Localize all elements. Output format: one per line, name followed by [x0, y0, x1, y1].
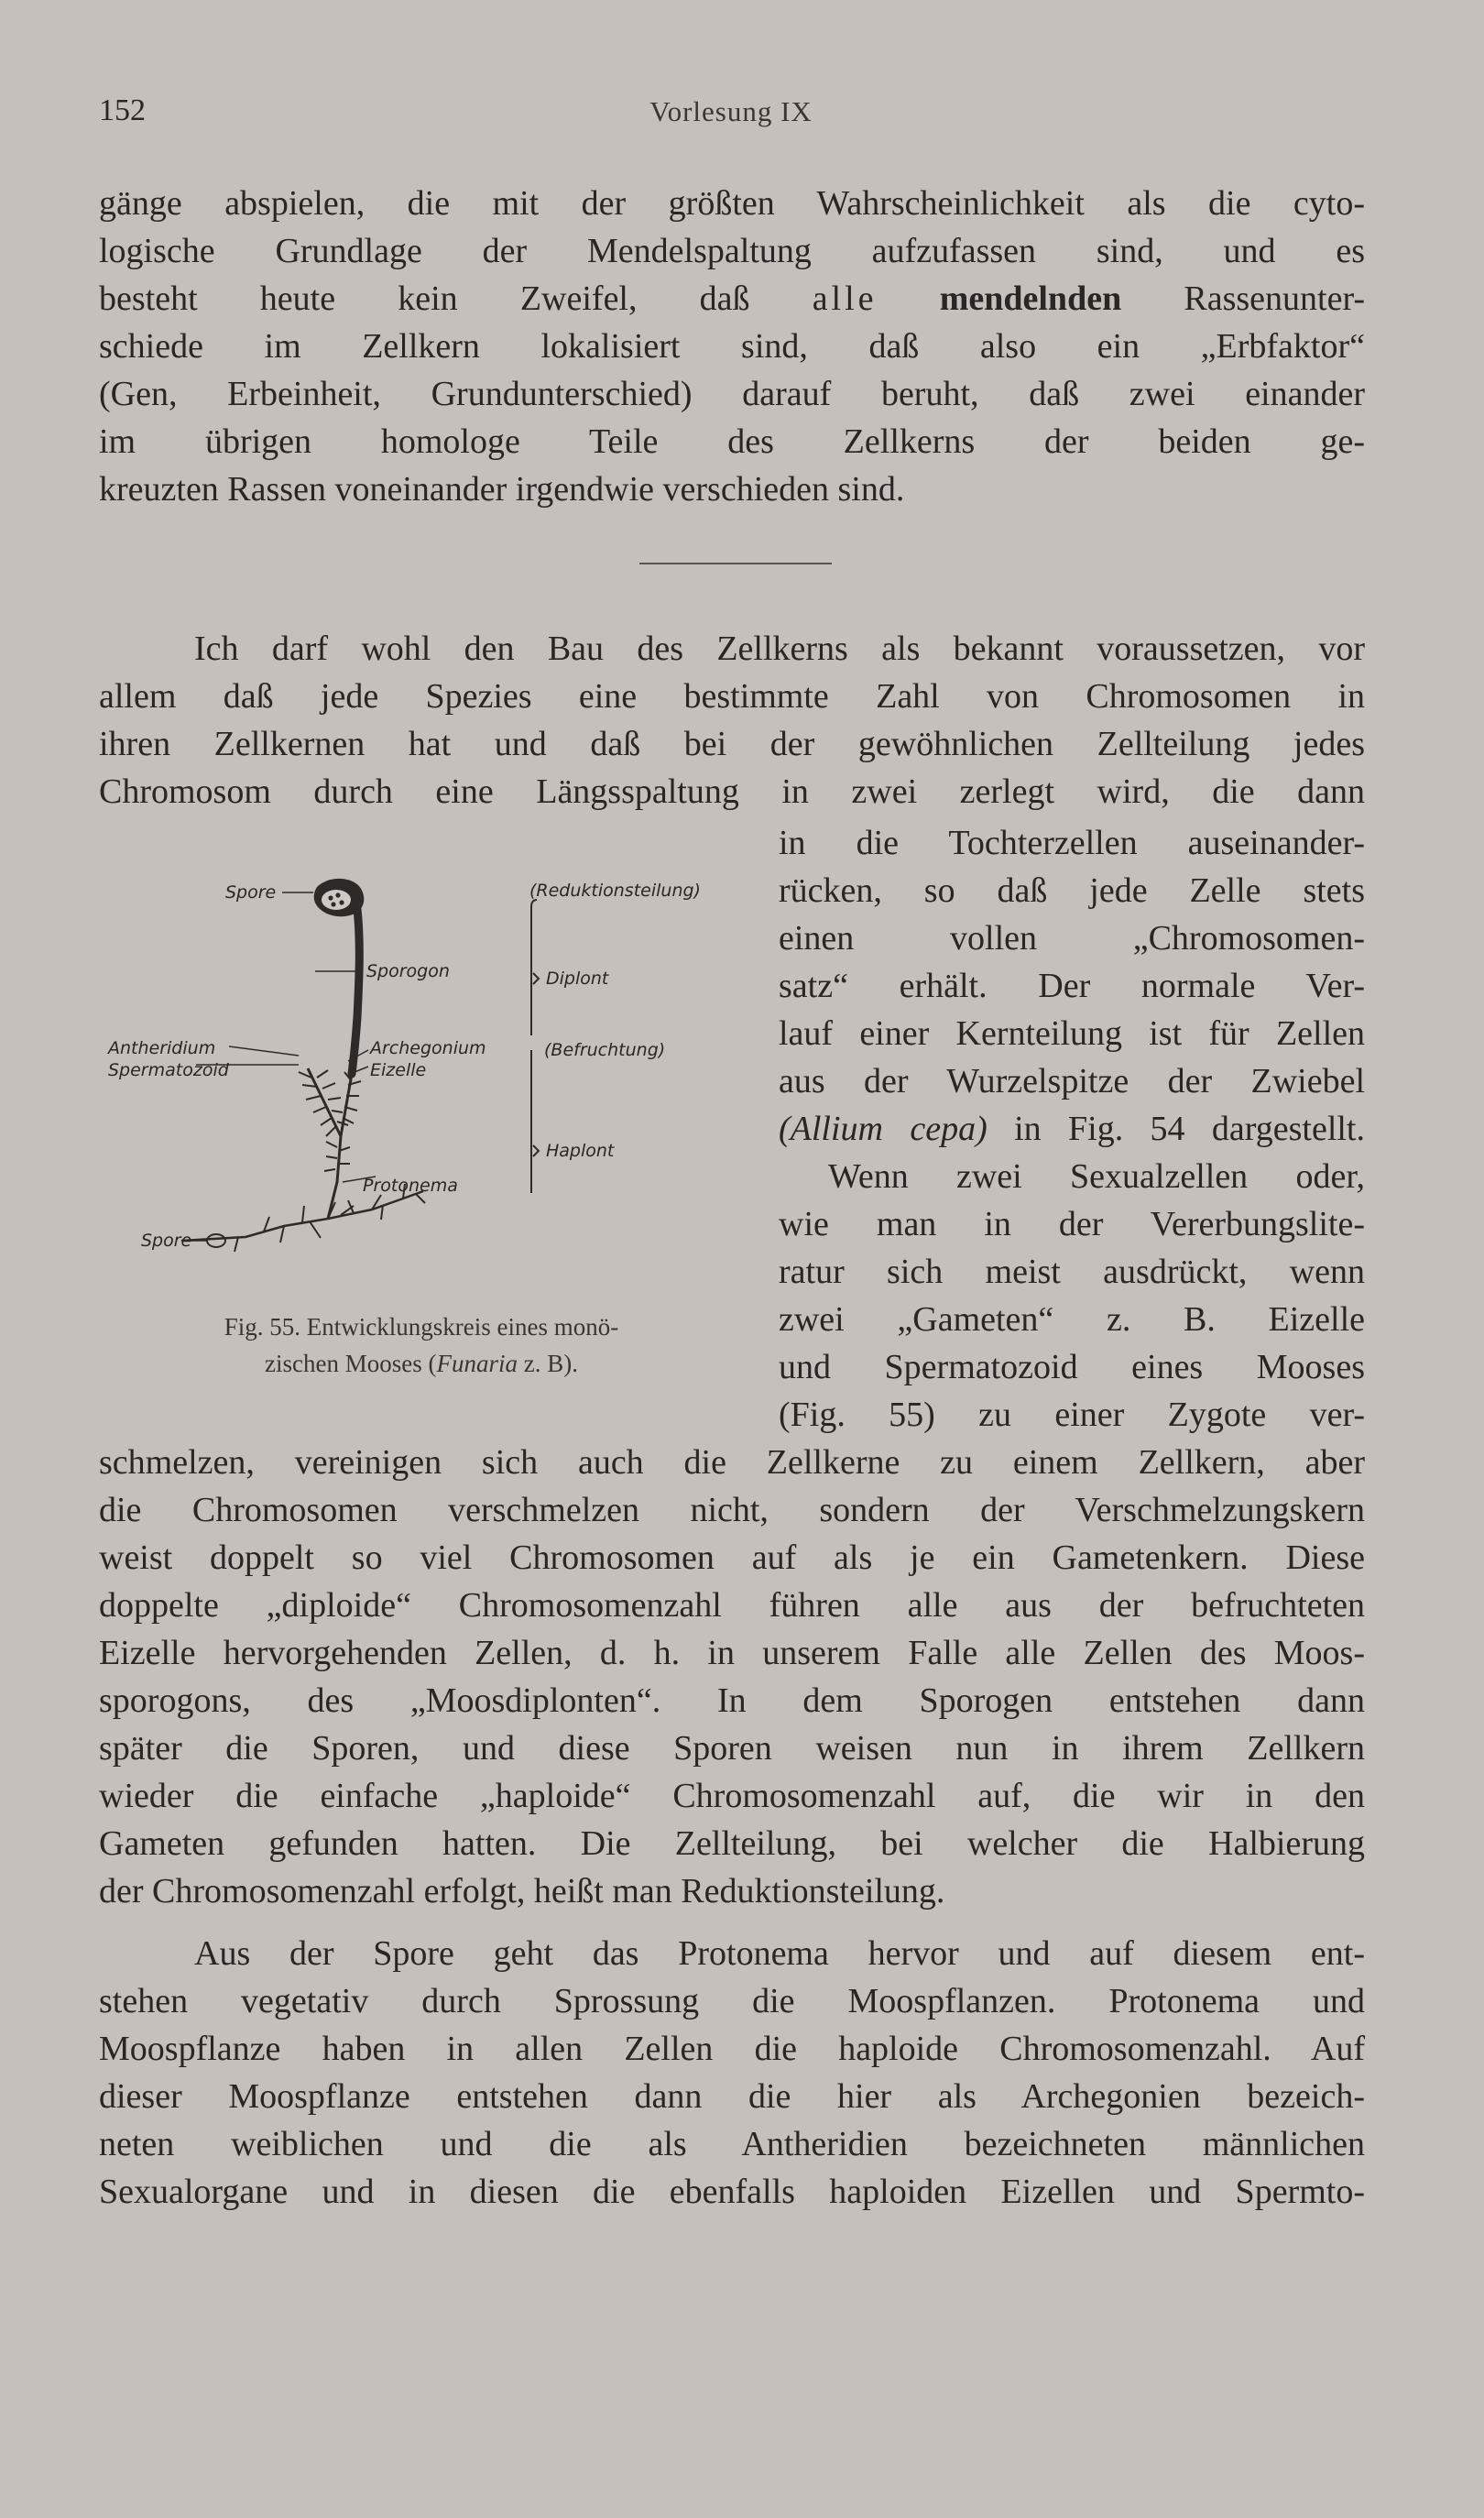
- figure-label-reduktionsteilung: (Reduktionsteilung): [529, 881, 701, 901]
- text-line: neten weiblichen und die als Antheridien bezeichneten männlichen: [99, 2125, 1365, 2163]
- figure-label-protonema: Protonema: [363, 1176, 458, 1196]
- text-line: sporogons, des „Moosdiplonten“. In dem Sporogen entstehen dann: [99, 1681, 1365, 1720]
- text-line: schiede im Zellkern lokalisiert sind, daß also ein „Erbfaktor“: [99, 327, 1365, 366]
- figure-label-spore-top: Spore: [225, 882, 277, 903]
- text-line: wieder die einfache „haploide“ Chromosomenzahl auf, die wir in den: [99, 1777, 1365, 1815]
- figure-label-eizelle: Eizelle: [370, 1060, 427, 1080]
- text-line: und Spermatozoid eines Mooses: [779, 1348, 1365, 1386]
- text-line: in die Tochterzellen auseinander-: [779, 824, 1365, 862]
- text-line: (Allium cepa) in Fig. 54 dargestellt.: [779, 1110, 1365, 1148]
- text-line: Aus der Spore geht das Protonema hervor und auf diesem ent-: [194, 1934, 1365, 1973]
- moss-life-cycle-diagram: [101, 861, 742, 1301]
- page-number: 152: [99, 93, 146, 127]
- figure-caption-line: Fig. 55. Entwicklungskreis eines monö-: [224, 1313, 619, 1341]
- figure-label-archegonium: Archegonium: [370, 1038, 486, 1058]
- text-line: allem daß jede Spezies eine bestimmte Zahl von Chromosomen in: [99, 677, 1365, 716]
- text-line: rücken, so daß jede Zelle stets: [779, 871, 1365, 910]
- text-line: (Fig. 55) zu einer Zygote ver-: [779, 1396, 1365, 1434]
- text-line: ratur sich meist ausdrückt, wenn: [779, 1253, 1365, 1291]
- figure-label-sporogon: Sporogon: [366, 961, 450, 981]
- figure-label-haplont: Haplont: [546, 1141, 615, 1161]
- text-line: wie man in der Vererbungslite-: [779, 1205, 1365, 1243]
- page-header: [99, 93, 1363, 139]
- text-line: einen vollen „Chromosomen-: [779, 919, 1365, 958]
- text-line: zwei „Gameten“ z. B. Eizelle: [779, 1300, 1365, 1339]
- text-line: Eizelle hervorgehenden Zellen, d. h. in unserem Falle alle Zellen des Moos-: [99, 1634, 1365, 1672]
- text-line: satz“ erhält. Der normale Ver-: [779, 967, 1365, 1005]
- figure-moss-life-cycle: [101, 861, 742, 1301]
- text-line: gänge abspielen, die mit der größten Wahrscheinlichkeit als die cyto-: [99, 184, 1365, 223]
- text-line: aus der Wurzelspitze der Zwiebel: [779, 1062, 1365, 1100]
- text-line: Chromosom durch eine Längsspaltung in zwei zerlegt wird, die dann: [99, 772, 1365, 811]
- figure-label-spore-bottom: Spore: [141, 1231, 192, 1251]
- text-line: ihren Zellkernen hat und daß bei der gewöhnlichen Zellteilung jedes: [99, 725, 1365, 763]
- text-line: Ich darf wohl den Bau des Zellkerns als bekannt voraussetzen, vor: [194, 630, 1365, 668]
- text-line: stehen vegetativ durch Sprossung die Moospflanzen. Protonema und: [99, 1982, 1365, 2020]
- text-line: besteht heute kein Zweifel, daß alle mendelnden Rassenunter-: [99, 279, 1365, 318]
- text-line: Moospflanze haben in allen Zellen die haploide Chromosomenzahl. Auf: [99, 2030, 1365, 2068]
- text-line: schmelzen, vereinigen sich auch die Zellkerne zu einem Zellkern, aber: [99, 1443, 1365, 1482]
- section-divider: [639, 563, 832, 564]
- figure-caption: [101, 1308, 742, 1382]
- figure-caption-line: zischen Mooses (Funaria z. B).: [265, 1350, 578, 1377]
- text-line: der Chromosomenzahl erfolgt, heißt man Reduktionsteilung.: [99, 1872, 945, 1910]
- text-line: später die Sporen, und diese Sporen weisen nun in ihrem Zellkern: [99, 1729, 1365, 1768]
- text-line: weist doppelt so viel Chromosomen auf als je ein Gametenkern. Diese: [99, 1538, 1365, 1577]
- text-line: die Chromosomen verschmelzen nicht, sondern der Verschmelzungskern: [99, 1491, 1365, 1529]
- text-line: im übrigen homologe Teile des Zellkerns der beiden ge-: [99, 422, 1365, 461]
- running-title: Vorlesung IX: [649, 95, 813, 127]
- text-line: kreuzten Rassen voneinander irgendwie verschieden sind.: [99, 470, 905, 509]
- figure-label-spermatozoid: Spermatozoid: [108, 1060, 229, 1080]
- figure-label-befruchtung: (Befruchtung): [544, 1040, 666, 1060]
- text-line: Gameten gefunden hatten. Die Zellteilung, bei welcher die Halbierung: [99, 1824, 1365, 1863]
- figure-label-diplont: Diplont: [546, 969, 609, 989]
- text-line: (Gen, Erbeinheit, Grundunterschied) darauf beruht, daß zwei einander: [99, 375, 1365, 413]
- text-line: Wenn zwei Sexualzellen oder,: [828, 1157, 1365, 1196]
- text-line: Sexualorgane und in diesen die ebenfalls haploiden Eizellen und Spermto-: [99, 2173, 1365, 2211]
- figure-label-antheridium: Antheridium: [108, 1038, 216, 1058]
- text-line: lauf einer Kernteilung ist für Zellen: [779, 1014, 1365, 1053]
- text-line: dieser Moospflanze entstehen dann die hier als Archegonien bezeich-: [99, 2077, 1365, 2116]
- text-line: doppelte „diploide“ Chromosomenzahl führen alle aus der befruchteten: [99, 1586, 1365, 1625]
- text-line: logische Grundlage der Mendelspaltung aufzufassen sind, und es: [99, 232, 1365, 270]
